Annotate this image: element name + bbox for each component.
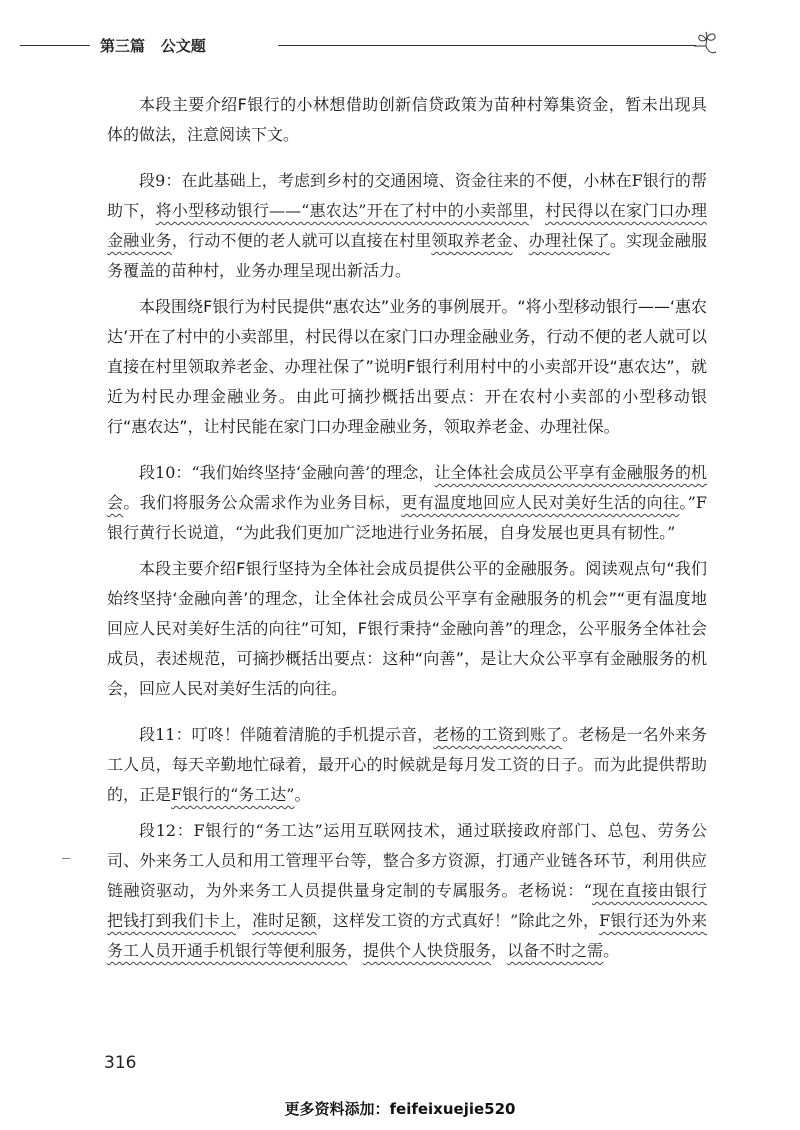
source-paragraph: [107, 166, 707, 286]
text-segment: 、: [512, 231, 529, 250]
key-phrase: 老杨的工资到账了: [433, 725, 563, 744]
source-paragraph: [107, 458, 707, 548]
header-topic: 公文题: [160, 37, 206, 55]
text-segment: ，这样发工资的方式真好！”除此之外，: [316, 911, 600, 930]
key-phrase: 现在直接由银行把钱打到我们卡上: [107, 881, 707, 930]
key-phrase: 以备不时之需: [507, 941, 604, 960]
header-title: [100, 35, 206, 56]
header-rule-right: [278, 45, 696, 46]
analysis-paragraph: [107, 90, 707, 150]
source-paragraph: [107, 816, 707, 966]
page-header: [20, 30, 720, 60]
header-rule-left: [20, 45, 90, 46]
text-segment: 本段主要介绍F银行的小林想借助创新信贷政策为苗种村筹集资金，暂未出现具体的做法，注意阅读下文。: [107, 95, 707, 144]
text-segment: 本段围绕F银行为村民提供“惠农达”业务的事例展开。“将小型移动银行——‘惠农达’开在了村中的小卖部里，村民得以在家门口办理金融业务，行动不便的老人就可以直接在村里领取养老金、办理社保了”说明F银行利用村中的小卖部开设“惠农达”，就近为村民办理金融业务。由此可摘抄概括出要点：开在农村小卖部的小型移动银行“惠农达”，让村民能在家门口办理金融业务，领取养老金、办理社保。: [107, 297, 707, 436]
text-segment: ，: [491, 941, 508, 960]
text-segment: 。”F银行黄行长说道，“为此我们更加广泛地进行业务拓展，自身发展也更具有韧性。”: [107, 493, 707, 542]
footer-note: 更多资料添加：feifeixuejie520: [284, 1100, 516, 1118]
key-phrase: 让全体社会成员公平享有金融服务的机会: [107, 463, 707, 512]
margin-mark: [62, 858, 70, 859]
key-phrase: F银行还为外来务工人员开通手机银行等便利服务: [107, 911, 707, 960]
page-number: 316: [104, 1053, 137, 1073]
text-segment: ，: [528, 201, 545, 220]
key-phrase: F银行的“务工达”: [171, 785, 295, 804]
text-segment: 。实现金融服务覆盖的苗种村，业务办理呈现出新活力。: [107, 231, 707, 280]
key-phrase: 更有温度地回应人民对美好生活的向往: [401, 493, 680, 512]
text-segment: 本段主要介绍F银行坚持为全体社会成员提供公平的金融服务。阅读观点句“我们始终坚持‘金融向善’的理念，让全体社会成员公平享有金融服务的机会”“更有温度地回应人民对美好生活的向往”可知，F银行秉持“金融向善”的理念，公平服务全体社会成员，表述规范，可摘抄概括出要点：这种“向善”，是让大众公平享有金融服务的机会，回应人民对美好生活的向往。: [107, 559, 707, 698]
text-segment: 。: [603, 941, 620, 960]
text-segment: 段11：叮咚！伴随着清脆的手机提示音，: [139, 725, 434, 744]
page-content: [107, 90, 707, 966]
paragraph-gap: [107, 704, 707, 720]
key-phrase: 准时足额: [252, 911, 317, 930]
paragraph-gap: [107, 442, 707, 458]
text-segment: ，行动不便的老人就可以直接在村里: [171, 231, 432, 250]
text-segment: ，: [347, 941, 364, 960]
text-segment: ，: [236, 911, 253, 930]
sprout-icon: [692, 30, 720, 58]
text-segment: 段9：在此基础上，考虑到乡村的交通困境、资金往来的不便，小林在F银行的帮助下，: [107, 171, 707, 220]
text-segment: 段12：F银行的“务工达”运用互联网技术，通过联接政府部门、总包、劳务公司、外来务工人员和用工管理平台等，整合多方资源，打通产业链各环节，利用供应链融资驱动，为外来务工人员提供量身定制的专属服务。老杨说：“: [107, 821, 707, 900]
key-phrase: 将小型移动银行——“惠农达”开在了村中的小卖部里: [155, 201, 529, 220]
source-paragraph: [107, 720, 707, 810]
text-segment: 段10：“我们始终坚持‘金融向善’的理念，: [139, 463, 435, 482]
analysis-paragraph: [107, 292, 707, 442]
paragraph-gap: [107, 150, 707, 166]
key-phrase: 提供个人快贷服务: [363, 941, 492, 960]
key-phrase: 办理社保了: [528, 231, 610, 250]
text-segment: 。我们将服务公众需求作为业务目标，: [123, 493, 402, 512]
analysis-paragraph: [107, 554, 707, 704]
text-segment: 。老杨是一名外来务工人员，每天辛勤地忙碌着，最开心的时候就是每月发工资的日子。而为此提供帮助的，正是: [107, 725, 707, 804]
key-phrase: 领取养老金: [431, 231, 513, 250]
text-segment: 。: [294, 785, 311, 804]
key-phrase: 村民得以在家门口办理金融业务: [107, 201, 707, 250]
header-section: 第三篇: [100, 37, 146, 55]
